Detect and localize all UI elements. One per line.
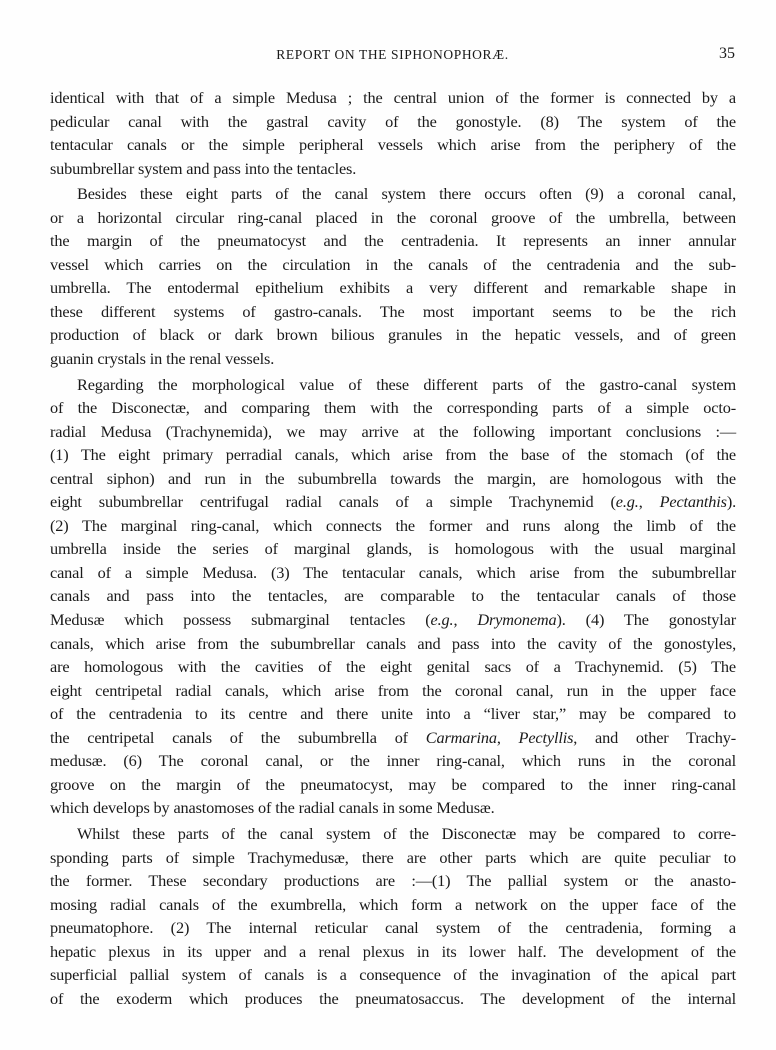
text-line: Whilst these parts of the canal system of the Disconectæ may be compared to corre- <box>77 823 736 843</box>
text-line: central siphon) and run in the subumbrella towards the margin, are homologous with the <box>50 468 736 488</box>
paragraph <box>50 182 736 370</box>
text-line: canals, which arise from the subumbrellar canals and pass into the cavity of the gonostyles, <box>50 633 736 653</box>
text-line: the margin of the pneumatocyst and the centradenia. It represents an inner annular <box>50 231 736 251</box>
text-line: these different systems of gastro-canals. The most important seems to be the rich <box>50 301 736 321</box>
text-line: radial Medusa (Trachynemida), we may arrive at the following important conclusions :— <box>50 421 736 441</box>
text-line: subumbrellar system and pass into the tentacles. <box>50 158 357 178</box>
text-line: pneumatophore. (2) The internal reticular canal system of the centradenia, forming a <box>50 918 736 938</box>
text-line: vessel which carries on the circulation in the canals of the centradenia and the sub- <box>50 254 736 274</box>
text-line: groove on the margin of the pneumatocyst, may be compared to the inner ring-canal <box>50 774 736 794</box>
text-line: (2) The marginal ring-canal, which connects the former and runs along the limb of the <box>50 515 736 535</box>
text-line: or a horizontal circular ring-canal placed in the coronal groove of the umbrella, between <box>50 207 736 227</box>
text-line: hepatic plexus in its upper and a renal plexus in its lower half. The development of the <box>50 941 736 961</box>
text-line: the centripetal canals of the subumbrella of Carmarina, Pectyllis, and other Trachy- <box>50 727 736 747</box>
text-line: Medusæ which possess submarginal tentacles (e.g., Drymonema). (4) The gonostylar <box>50 610 737 630</box>
text-line: guanin crystals in the renal vessels. <box>50 349 275 369</box>
text-line: mosing radial canals of the exumbrella, which form a network on the upper face of the <box>50 894 736 914</box>
text-line: canal of a simple Medusa. (3) The tentacular canals, which arise from the subumbrellar <box>50 562 736 582</box>
text-line: of the exoderm which produces the pneumatosaccus. The development of the internal <box>50 988 736 1008</box>
text-line: medusæ. (6) The coronal canal, or the inner ring-canal, which runs in the coronal <box>50 751 736 771</box>
running-head <box>50 45 735 67</box>
text-line: of the Disconectæ, and comparing them with the corresponding parts of a simple octo- <box>50 398 736 418</box>
text-line: are homologous with the cavities of the eight genital sacs of a Trachynemid. (5) The <box>50 657 736 677</box>
running-title: REPORT ON THE SIPHONOPHORÆ. <box>276 47 509 62</box>
text-line: sponding parts of simple Trachymedusæ, there are other parts which are quite peculiar to <box>50 847 736 867</box>
paragraph <box>50 373 736 820</box>
text-line: tentacular canals or the simple peripheral vessels which arise from the periphery of the <box>50 135 736 155</box>
text-line: canals and pass into the tentacles, are comparable to the tentacular canals of those <box>50 586 736 606</box>
paragraph <box>50 86 736 180</box>
paragraph <box>50 822 736 1010</box>
text-line: eight centripetal radial canals, which arise from the coronal canal, run in the upper face <box>50 680 736 700</box>
text-line: Regarding the morphological value of these different parts of the gastro-canal system <box>77 374 736 394</box>
text-line: Besides these eight parts of the canal system there occurs often (9) a coronal canal, <box>77 184 736 204</box>
text-line: production of black or dark brown bilious granules in the hepatic vessels, and of green <box>50 325 736 345</box>
text-line: the former. These secondary productions are :—(1) The pallial system or the anasto- <box>50 871 736 891</box>
text-line: eight subumbrellar centrifugal radial canals of a simple Trachynemid (e.g., Pectanthis). <box>50 492 737 512</box>
text-line: of the centradenia to its centre and there unite into a “liver star,” may be compared to <box>50 704 736 724</box>
body-text <box>50 86 736 1010</box>
page-number: 35 <box>719 45 735 62</box>
text-line: which develops by anastomoses of the radial canals in some Medusæ. <box>50 798 495 818</box>
text-line: pedicular canal with the gastral cavity of the gonostyle. (8) The system of the <box>50 111 736 131</box>
text-line: umbrella. The entodermal epithelium exhibits a very different and remarkable shape in <box>50 278 736 298</box>
text-line: umbrella inside the series of marginal glands, is homologous with the usual marginal <box>50 539 736 559</box>
text-line: identical with that of a simple Medusa ; the central union of the former is connected by a <box>50 88 736 107</box>
text-line: (1) The eight primary perradial canals, which arise from the base of the stomach (of the <box>50 445 736 465</box>
text-line: superficial pallial system of canals is a consequence of the invagination of the apical part <box>50 965 736 985</box>
